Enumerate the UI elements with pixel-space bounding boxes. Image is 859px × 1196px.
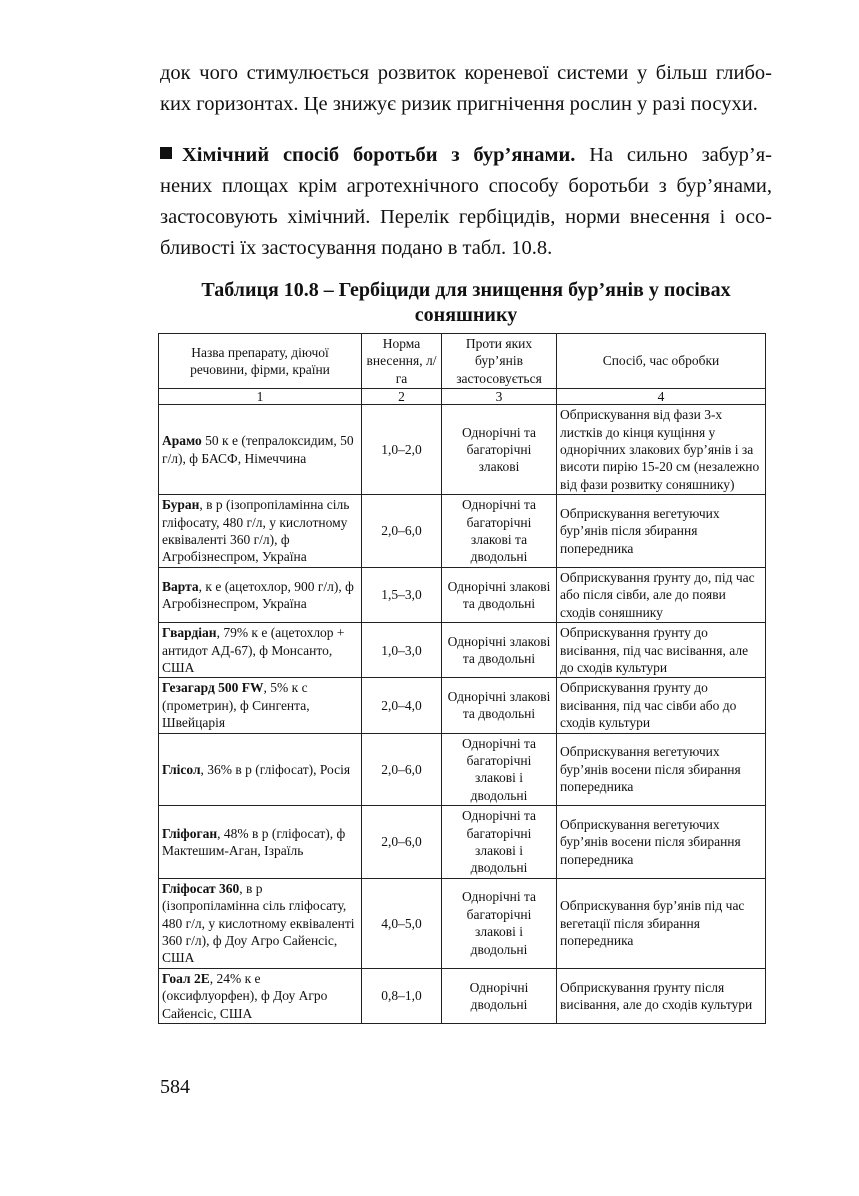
cell-weeds: Однорічні та багаторічні злакові і дводольні	[442, 878, 557, 968]
table-header-row	[159, 334, 766, 389]
paragraph-line: нених площах крім агротехнічного способу боротьби з бур’янами,	[160, 175, 772, 197]
cell-product	[159, 495, 362, 568]
paragraph-first-line	[160, 140, 772, 171]
cell-method: Обприскування вегетуючих бур’янів після збирання попередника	[557, 495, 766, 568]
header-rate: Норма внесення, л/га	[362, 334, 442, 389]
paragraph-line: док чого стимулюється розвиток кореневої системи у більш глибо-	[160, 62, 772, 84]
product-name: Варта	[162, 578, 199, 594]
product-details: , 36% в р (гліфосат), Росія	[200, 761, 351, 777]
cell-product	[159, 623, 362, 678]
cell-weeds: Однорічні та багаторічні злакові і дводольні	[442, 806, 557, 879]
cell-weeds: Однорічні та багаторічні злакові	[442, 405, 557, 495]
paragraph-line: ких горизонтах. Це знижує ризик пригнічення рослин у разі посухи.	[160, 93, 758, 115]
cell-method: Обприскування бур’янів під час вегетації після збирання попередника	[557, 878, 766, 968]
column-number: 2	[362, 389, 442, 405]
cell-rate: 4,0–5,0	[362, 878, 442, 968]
product-name: Глісол	[162, 761, 201, 777]
cell-product	[159, 806, 362, 879]
product-name: Арамо	[162, 433, 202, 449]
table-row	[159, 495, 766, 568]
paragraph-chemical-method	[160, 140, 772, 264]
paragraph-text: На сильно забур’я-	[575, 144, 772, 166]
paragraph-continuation	[160, 58, 772, 120]
cell-rate: 1,0–3,0	[362, 623, 442, 678]
cell-rate: 2,0–6,0	[362, 733, 442, 806]
table-row	[159, 733, 766, 806]
product-name: Гліфосат 360	[162, 880, 240, 896]
table-caption: Таблиця 10.8 – Гербіциди для знищення бур’янів у посівах соняшнику	[201, 279, 731, 326]
product-name: Гоал 2Е	[162, 970, 210, 986]
cell-weeds: Однорічні та багаторічні злакові і дводольні	[442, 733, 557, 806]
cell-weeds: Однорічні злакові та дводольні	[442, 678, 557, 733]
cell-weeds: Однорічні злакові та дводольні	[442, 623, 557, 678]
table-row	[159, 623, 766, 678]
cell-product	[159, 567, 362, 622]
cell-product	[159, 733, 362, 806]
column-number: 3	[442, 389, 557, 405]
product-name: Гезагард 500 FW	[162, 680, 264, 696]
cell-rate: 2,0–6,0	[362, 806, 442, 879]
product-name: Гвардіан	[162, 625, 217, 641]
product-details: 50 к е (тепралоксидим, 50 г/л), ф БАСФ, Німеччина	[162, 433, 354, 466]
cell-rate: 2,0–4,0	[362, 678, 442, 733]
cell-method: Обприскування від фази 3-х листків до кінця кущіння у однорічних злакових бур’янів і за висоти пирію 15-20 см (незалежно від фази розвитку соняшнику)	[557, 405, 766, 495]
column-number: 4	[557, 389, 766, 405]
table-row	[159, 878, 766, 968]
product-name: Буран	[162, 497, 200, 513]
product-details: , в р (ізопропіламінна сіль гліфосату, 480 г/л, у кислотному еквіваленті 360 г/л), ф Доу Агро Сайенсіс, США	[162, 880, 355, 966]
header-weeds: Проти яких бур’янів застосовується	[442, 334, 557, 389]
cell-method: Обприскування вегетуючих бур’янів восени після збирання попередника	[557, 806, 766, 879]
paragraph-line: застосовують хімічний. Перелік гербіцидів, норми внесення і осо-	[160, 206, 772, 228]
table-column-number-row	[159, 389, 766, 405]
cell-product	[159, 405, 362, 495]
cell-weeds: Однорічні злакові та дводольні	[442, 567, 557, 622]
cell-weeds: Однорічні та багаторічні злакові та дводольні	[442, 495, 557, 568]
cell-weeds: Однорічні дводольні	[442, 968, 557, 1023]
product-name: Гліфоган	[162, 825, 218, 841]
cell-method: Обприскування ґрунту після висівання, але до сходів культури	[557, 968, 766, 1023]
cell-product	[159, 878, 362, 968]
table-row	[159, 678, 766, 733]
product-details: , 48% в р (гліфосат), ф Мактешим-Аган, Ізраїль	[162, 825, 346, 858]
product-details: , в р (ізопропіламінна сіль гліфосату, 480 г/л, у кислотному еквіваленті 360 г/л), ф Агробізнеспром, Україна	[162, 497, 350, 565]
cell-rate: 0,8–1,0	[362, 968, 442, 1023]
table-row	[159, 806, 766, 879]
product-details: , 5% к с (прометрин), ф Сингента, Швейцарія	[162, 680, 310, 731]
product-details: , 79% к е (ацетохлор + антидот АД-67), ф Монсанто, США	[162, 625, 345, 675]
header-method: Спосіб, час обробки	[557, 334, 766, 389]
product-details: , 24% к е (оксифлуорфен), ф Доу Агро Сайенсіс, США	[162, 970, 328, 1021]
paragraph-line: бливості їх застосування подано в табл. 10.8.	[160, 237, 553, 259]
cell-method: Обприскування вегетуючих бур’янів восени після збирання попередника	[557, 733, 766, 806]
cell-method: Обприскування ґрунту до, під час або після сівби, але до появи сходів соняшнику	[557, 567, 766, 622]
column-number: 1	[159, 389, 362, 405]
cell-rate: 1,5–3,0	[362, 567, 442, 622]
table-row	[159, 567, 766, 622]
cell-rate: 2,0–6,0	[362, 495, 442, 568]
table-row	[159, 405, 766, 495]
page-number: 584	[160, 1076, 190, 1098]
cell-method: Обприскування ґрунту до висівання, під час висівання, але до сходів культури	[557, 623, 766, 678]
product-details: , к е (ацетохлор, 900 г/л), ф Агробізнеспром, Україна	[162, 578, 354, 611]
table-row	[159, 968, 766, 1023]
cell-method: Обприскування ґрунту до висівання, під час сівби або до сходів культури	[557, 678, 766, 733]
cell-product	[159, 678, 362, 733]
section-heading: Хімічний спосіб боротьби з бур’янами.	[182, 144, 576, 166]
cell-product	[159, 968, 362, 1023]
herbicide-table	[158, 333, 766, 1024]
cell-rate: 1,0–2,0	[362, 405, 442, 495]
square-bullet-icon	[160, 147, 172, 159]
header-name: Назва препарату, діючої речовини, фірми, країни	[159, 334, 362, 389]
